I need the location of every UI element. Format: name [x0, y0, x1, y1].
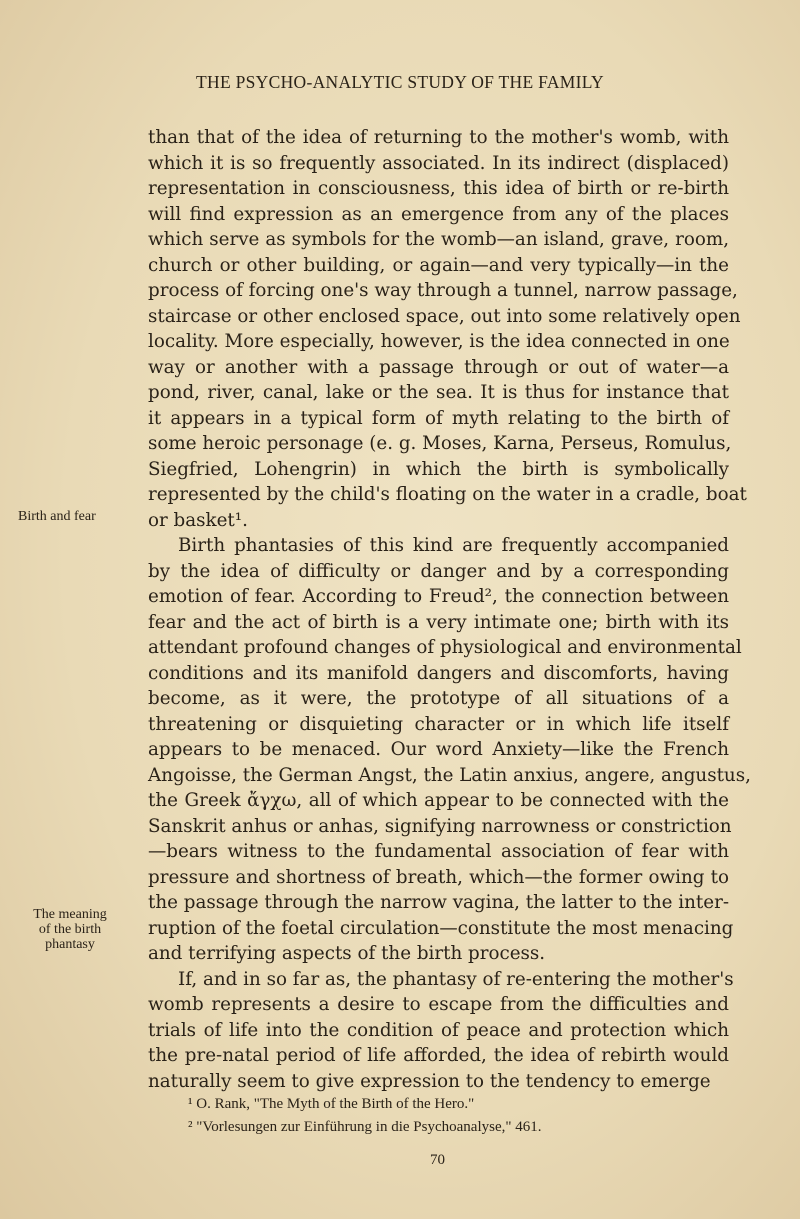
running-header: THE PSYCHO-ANALYTIC STUDY OF THE FAMILY	[196, 72, 604, 92]
text-line: represented by the child's floating on the water in a cradle, boat	[148, 484, 747, 505]
margin-note-birth-and-fear: Birth and fear	[18, 509, 96, 524]
text-line: Birth phantasies of this kind are frequently accompanied	[178, 535, 729, 556]
text-line: conditions and its manifold dangers and discomforts, having	[148, 662, 729, 684]
margin-note-line: The meaning	[33, 907, 107, 922]
text-line: —bears witness to the fundamental association of fear with	[148, 841, 729, 862]
text-line: become, as it were, the prototype of all situations of a	[148, 688, 729, 709]
text-line: than that of the idea of returning to the mother's womb, with	[148, 127, 729, 148]
text-line: attendant profound changes of physiological and environmental	[148, 637, 742, 658]
text-line: pressure and shortness of breath, which—the former owing to	[148, 866, 729, 888]
text-line: and terrifying aspects of the birth process.	[148, 943, 546, 964]
text-line: way or another with a passage through or out of water—a	[148, 356, 729, 378]
text-line: which it is so frequently associated. In its indirect (displaced)	[148, 152, 729, 174]
text-line: church or other building, or again—and very typically—in the	[148, 254, 729, 276]
text-line: by the idea of difficulty or danger and by a corresponding	[148, 560, 729, 582]
text-line: representation in consciousness, this idea of birth or re-birth	[148, 178, 729, 199]
page-number: 70	[430, 1152, 445, 1168]
text-line: Angoisse, the German Angst, the Latin anxius, angere, angustus,	[148, 764, 751, 786]
text-line: trials of life into the condition of peace and protection which	[148, 1019, 729, 1041]
body-text	[148, 125, 751, 1094]
text-line: it appears in a typical form of myth relating to the birth of	[148, 407, 729, 429]
text-line: If, and in so far as, the phantasy of re-entering the mother's	[178, 968, 734, 990]
margin-note-meaning-of-birth-phantasy	[20, 907, 120, 952]
text-line: the passage through the narrow vagina, the latter to the inter-	[148, 892, 729, 913]
text-line: Siegfried, Lohengrin) in which the birth is symbolically	[148, 458, 729, 480]
text-line: some heroic personage (e. g. Moses, Karna, Perseus, Romulus,	[148, 433, 732, 454]
text-line: process of forcing one's way through a tunnel, narrow passage,	[148, 280, 738, 301]
text-line: ruption of the foetal circulation—constitute the most menacing	[148, 917, 734, 939]
text-line: naturally seem to give expression to the tendency to emerge	[148, 1070, 711, 1092]
text-line: pond, river, canal, lake or the sea. It is thus for instance that	[148, 382, 729, 403]
text-line: which serve as symbols for the womb—an island, grave, room,	[148, 229, 729, 250]
text-line: appears to be menaced. Our word Anxiety—like the French	[148, 739, 729, 760]
text-line: will find expression as an emergence from any of the places	[148, 203, 729, 225]
text-line: Sanskrit anhus or anhas, signifying narrowness or constriction	[148, 815, 732, 837]
text-line: or basket¹.	[148, 509, 248, 531]
text-line: emotion of fear. According to Freud², the connection between	[148, 586, 729, 607]
text-line: threatening or disquieting character or in which life itself	[148, 713, 729, 735]
text-line: womb represents a desire to escape from the difficulties and	[148, 994, 729, 1015]
text-line: fear and the act of birth is a very intimate one; birth with its	[148, 611, 729, 633]
text-line: the pre-natal period of life afforded, the idea of rebirth would	[148, 1045, 729, 1066]
text-line: staircase or other enclosed space, out into some relatively open	[148, 305, 741, 327]
footnote-1: ¹ O. Rank, "The Myth of the Birth of the Hero."	[188, 1096, 475, 1112]
text-line: the Greek ἄγχω, all of which appear to be connected with the	[148, 790, 729, 811]
margin-note-line: of the birth	[38, 922, 102, 937]
text-line: locality. More especially, however, is the idea connected in one	[148, 331, 730, 352]
margin-note-line: phantasy	[45, 937, 95, 952]
footnote-2: ² "Vorlesungen zur Einführung in die Psychoanalyse," 461.	[188, 1119, 542, 1135]
